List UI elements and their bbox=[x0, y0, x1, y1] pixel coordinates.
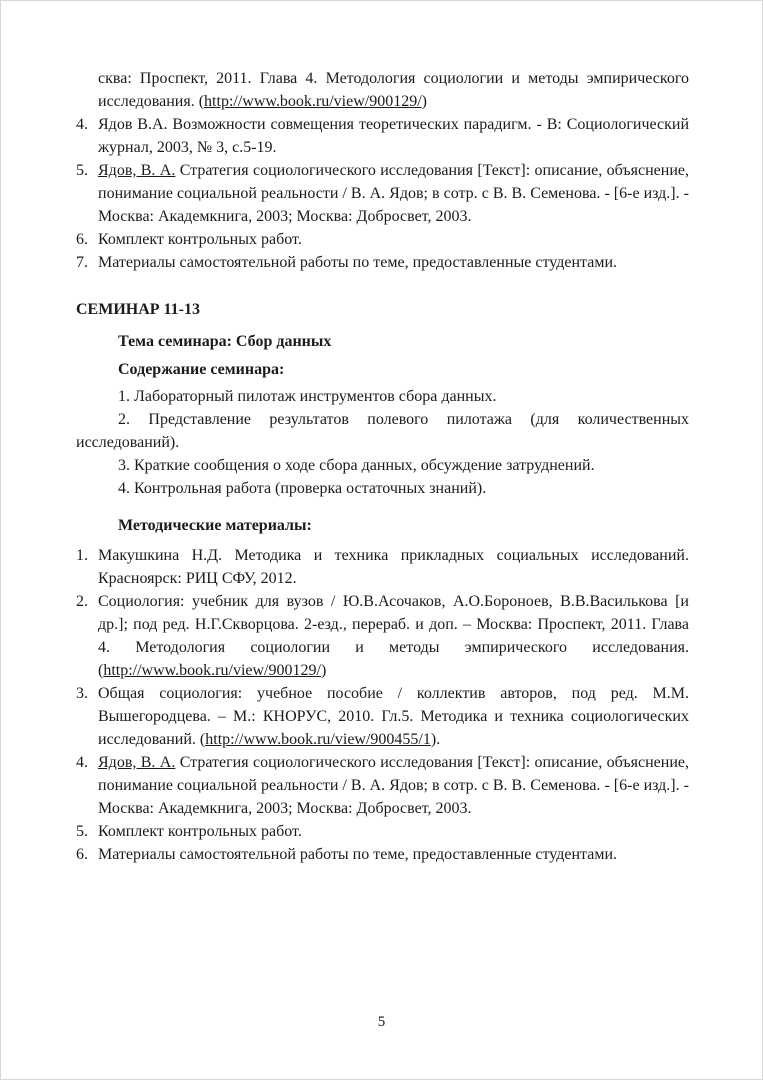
reference-item bbox=[76, 251, 689, 274]
list-number: 6. bbox=[76, 231, 88, 248]
reference-item bbox=[76, 751, 689, 820]
author-underlined: Ядов, В. А. bbox=[98, 162, 176, 179]
reference-text: Общая социология: учебное пособие / коллектив авторов, под ред. М.М. Вышегородцева. – М.: КНОРУС, 2010. Гл.5. Методика и техника социологических исследований. ( bbox=[98, 685, 689, 748]
reference-text: Стратегия социологического исследования [Текст]: описание, объяснение, понимание социальной реальности / В. А. Ядов; в сотр. с В. В. Семенова. - [6-е изд.]. - Москва: Академкнига, 2003; Москва: Добросвет, 2003. bbox=[98, 754, 689, 817]
list-number: 7. bbox=[76, 254, 88, 271]
author-underlined: Ядов, В. А. bbox=[98, 754, 176, 771]
list-number: 5. bbox=[76, 162, 88, 179]
reference-text: ) bbox=[421, 93, 427, 110]
book-url-link[interactable]: http://www.book.ru/view/900129/ bbox=[204, 93, 422, 110]
reference-text: Материалы самостоятельной работы по теме, предоставленные студентами. bbox=[98, 254, 618, 271]
reference-text: Стратегия социологического исследования [Текст]: описание, объяснение, понимание социальной реальности / В. А. Ядов; в сотр. с В. В. Семенова. - [6-е изд.]. - Москва: Академкнига, 2003; Москва: Добросвет, 2003. bbox=[98, 162, 689, 225]
reference-item bbox=[76, 843, 689, 866]
list-number: 4. bbox=[76, 754, 88, 771]
materials-label: Методические материалы: bbox=[118, 517, 312, 534]
reference-item bbox=[76, 544, 689, 590]
reference-item bbox=[76, 228, 689, 251]
reference-text: сква: Проспект, 2011. Глава 4. Методология социологии и методы эмпирического исследования. ( bbox=[98, 70, 689, 110]
page-number: 5 bbox=[377, 1014, 386, 1030]
list-number: 1. bbox=[76, 547, 88, 564]
seminar-content-item: 4. Контрольная работа (проверка остаточных знаний). bbox=[118, 480, 487, 497]
reference-text: Макушкина Н.Д. Методика и техника прикладных социальных исследований. Красноярск: РИЦ СФУ, 2012. bbox=[98, 547, 689, 587]
reference-text: ) bbox=[320, 662, 327, 679]
seminar-content-item: 1. Лабораторный пилотаж инструментов сбора данных. bbox=[118, 388, 497, 405]
reference-text: Материалы самостоятельной работы по теме, предоставленные студентами. bbox=[98, 846, 618, 863]
book-url-link[interactable]: http://www.book.ru/view/900455/1 bbox=[205, 731, 431, 748]
list-number: 2. bbox=[76, 593, 88, 610]
page-content bbox=[76, 67, 689, 866]
seminar-topic: Тема семинара: Сбор данных bbox=[118, 333, 332, 350]
reference-continuation bbox=[98, 67, 689, 113]
reference-text: Комплект контрольных работ. bbox=[98, 823, 302, 840]
reference-text: Социология: учебник для вузов / Ю.В.Асочаков, А.О.Бороноев, В.В.Василькова [и др.]; под ред. Н.Г.Скворцова. 2-езд., перераб. и доп. – Москва: Проспект, 2011. Глава 4. Методология социологии и методы эмпирического исследования. ( bbox=[98, 593, 689, 679]
seminar-content-label: Содержание семинара: bbox=[118, 361, 285, 378]
reference-item bbox=[76, 159, 689, 228]
reference-item bbox=[76, 820, 689, 843]
reference-item bbox=[76, 682, 689, 751]
list-number: 6. bbox=[76, 846, 88, 863]
reference-text: ). bbox=[430, 731, 441, 748]
reference-text: Комплект контрольных работ. bbox=[98, 231, 302, 248]
seminar-content-item: 2. Представление результатов полевого пилотажа (для количественных исследований). bbox=[76, 411, 689, 451]
list-number: 4. bbox=[76, 116, 88, 133]
reference-item bbox=[76, 113, 689, 159]
list-number: 3. bbox=[76, 685, 88, 702]
book-url-link[interactable]: http://www.book.ru/view/900129/ bbox=[103, 662, 321, 679]
reference-text: Ядов В.А. Возможности совмещения теоретических парадигм. - В: Социологический журнал, 2003, № 3, с.5-19. bbox=[98, 116, 689, 156]
seminar-heading: СЕМИНАР 11-13 bbox=[76, 301, 200, 318]
seminar-content-item: 3. Краткие сообщения о ходе сбора данных, обсуждение затруднений. bbox=[118, 457, 595, 474]
list-number: 5. bbox=[76, 823, 88, 840]
reference-item bbox=[76, 590, 689, 682]
